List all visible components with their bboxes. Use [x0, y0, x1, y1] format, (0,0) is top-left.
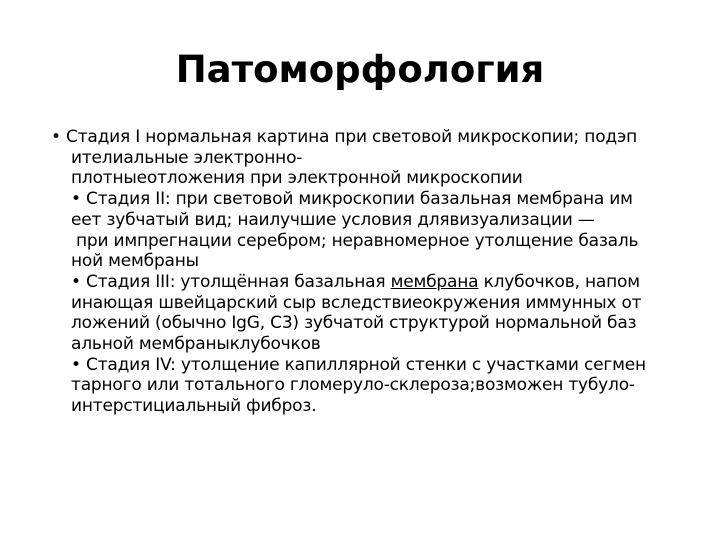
body-line: ителиальные электронно-	[71, 147, 303, 168]
body-line: ной мембраны	[71, 251, 199, 272]
body-line: интерстициальный фиброз.	[71, 396, 317, 417]
body-line: • Стадия IV: утолщение капиллярной стенки с участками сегмен	[71, 354, 646, 375]
hyperlink-membrana[interactable]: мембрана	[390, 271, 479, 292]
body-line: • Стадия I нормальная картина при световой микроскопии; подэп	[51, 127, 637, 147]
body-line-segment: • Стадия III: утолщённая базальная	[71, 271, 391, 292]
slide-title: Патоморфология	[175, 48, 545, 91]
body-line: еет зубчатый вид; наилучшие условия длявизуализации —	[71, 209, 595, 230]
body-line	[51, 272, 691, 293]
body-line: плотныеотложения при электронной микроскопии	[71, 168, 523, 189]
body-line: альной мембраныклубочков	[71, 334, 321, 355]
body-line: тарного или тотального гломеруло-склероза;возможен тубуло-	[71, 375, 635, 396]
body-line: инающая швейцарский сыр вследствиеокружения иммунных от	[71, 292, 642, 313]
slide-body	[51, 127, 691, 417]
body-line-segment: клубочков, напом	[478, 271, 640, 292]
body-line: ложений (обычно IgG, C3) зубчатой структурой нормальной баз	[71, 313, 637, 334]
body-line: при импрегнации серебром; неравномерное утолщение базаль	[76, 230, 639, 251]
body-line: • Стадия II: при световой микроскопии базальная мембрана им	[71, 189, 633, 210]
